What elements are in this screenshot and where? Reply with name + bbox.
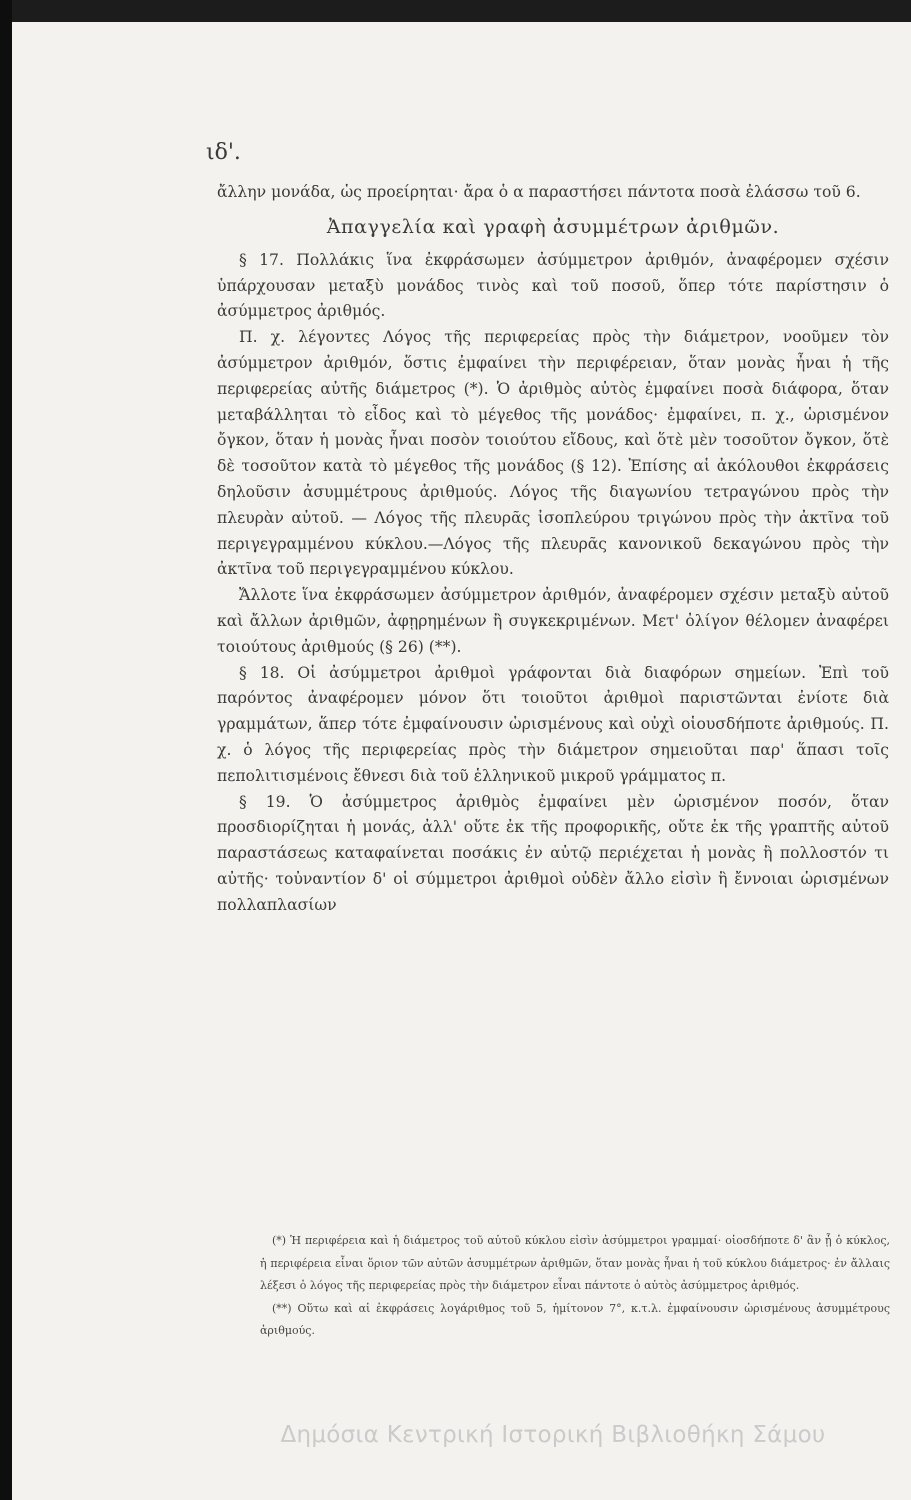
book-page	[12, 22, 911, 1500]
paragraph-18: § 18. Οἱ ἀσύμμετροι ἀριθμοὶ γράφονται διὰ διαφόρων σημείων. Ἐπὶ τοῦ παρόντος ἀναφέρομεν μόνον ὅτι τοιοῦτοι ἀριθμοὶ παριστῶνται ἐνίοτε διὰ γραμμάτων, ἅπερ τότε ἐμφαίνουσιν ὡρισμένους καὶ οὐχὶ οἱουσδήποτε ἀριθμούς. Π. χ. ὁ λόγος τῆς περιφερείας πρὸς τὴν διάμετρον σημειοῦται παρ' ἅπασι τοῖς πεπολιτισμένοις ἔθνεσι διὰ τοῦ ἑλληνικοῦ μικροῦ γράμματος π.	[217, 663, 889, 785]
footnote-1: (*) Ἡ περιφέρεια καὶ ἡ διάμετρος τοῦ αὐτοῦ κύκλου εἰσὶν ἀσύμμετροι γραμμαί· οἱοσδήποτε δ' ἂν ᾖ ὁ κύκλος, ἡ περιφέρεια εἶναι ὅριον τῶν αὐτῶν ἀσυμμέτρων ἀριθμῶν, ὅταν μονὰς ἦναι ἡ τοῦ κύκλου διάμετρος· ἐν ἄλλαις λέξεσι ὁ λόγος τῆς περιφερείας πρὸς τὴν διάμετρον εἶναι πάντοτε ὁ αὐτὸς ἀσύμμετρος ἀριθμός.	[260, 1234, 890, 1292]
section-heading: Ἀπαγγελία καὶ γραφὴ ἀσυμμέτρων ἀριθμῶν.	[326, 215, 780, 238]
footnotes	[260, 1230, 890, 1343]
paragraph-example: Π. χ. λέγοντες Λόγος τῆς περιφερείας πρὸς τὴν διάμετρον, νοοῦμεν τὸν ἀσύμμετρον ἀριθμόν, ὅστις ἐμφαίνει τὴν περιφέρειαν, ὅταν μονὰς ἦναι ἡ τῆς περιφερείας αὐτῆς διάμετρος (*). Ὁ ἀριθμὸς αὐτὸς ἐμφαίνει ποσὰ διάφορα, ὅταν μεταβάλληται τὸ εἶδος καὶ τὸ μέγεθος τῆς μονάδος· ἐμφαίνει, π. χ., ὡρισμένον ὄγκον, ὅταν ἡ μονὰς ἦναι ποσὸν τοιούτου εἴδους, καὶ ὅτὲ μὲν τοσοῦτον ὄγκον, ὅτὲ δὲ τοσοῦτον κατὰ τὸ μέγεθος τῆς μονάδος (§ 12). Ἐπίσης αἱ ἀκόλουθοι ἐκφράσεις δηλοῦσιν ἀσυμμέτρους ἀριθμούς. Λόγος τῆς διαγωνίου τετραγώνου πρὸς τὴν πλευρὰν αὐτοῦ. — Λόγος τῆς πλευρᾶς ἰσοπλεύρου τριγώνου πρὸς τὴν ἀκτῖνα τοῦ περιγεγραμμένου κύκλου.—Λόγος τῆς πλευρᾶς κανονικοῦ δεκαγώνου πρὸς τὴν ἀκτῖνα τοῦ περιγεγραμμένου κύκλου.	[217, 328, 889, 579]
library-watermark: Δημόσια Κεντρική Ιστορική Βιβλιοθήκη Σάμου	[280, 1422, 826, 1448]
paragraph-19: § 19. Ὁ ἀσύμμετρος ἀριθμὸς ἐμφαίνει μὲν ὡρισμένον ποσόν, ὅταν προσδιορίζηται ἡ μονάς, ἀλλ' οὔτε ἐκ τῆς προφορικῆς, οὔτε ἐκ τῆς γραπτῆς αὐτοῦ παραστάσεως καταφαίνεται ποσάκις ἐν αὐτῷ περιέχεται ἡ μονὰς ἢ πολλοστόν τι αὐτῆς· τοὐναντίον δ' οἱ σύμμετροι ἀριθμοὶ οὐδὲν ἄλλο εἰσὶν ἢ ἔννοιαι ὡρισμένων πολλαπλασίων	[217, 792, 889, 914]
paragraph-17: § 17. Πολλάκις ἵνα ἐκφράσωμεν ἀσύμμετρον ἀριθμόν, ἀναφέρομεν σχέσιν ὑπάρχουσαν μεταξὺ μονάδος τινὸς καὶ τοῦ ποσοῦ, ὅπερ τότε παρίστησιν ὁ ἀσύμμετρος ἀριθμός.	[217, 250, 889, 321]
paragraph-other: Ἄλλοτε ἵνα ἐκφράσωμεν ἀσύμμετρον ἀριθμόν, ἀναφέρομεν σχέσιν μεταξὺ αὐτοῦ καὶ ἄλλων ἀριθμῶν, ἀφῃρημένων ἢ συγκεκριμένων. Μετ' ὀλίγον θέλομεν ἀναφέρει τοιούτους ἀριθμούς (§ 26) (**).	[217, 586, 889, 656]
scan-border	[0, 0, 12, 1500]
main-text	[217, 180, 889, 919]
footnote-2: (**) Οὕτω καὶ αἱ ἐκφράσεις λογάριθμος τοῦ 5, ἡμίτονον 7°, κ.τ.λ. ἐμφαίνουσιν ὡρισμένους ἀσυμμέτρους ἀριθμούς.	[260, 1301, 890, 1337]
page-number: ιδ'.	[206, 140, 241, 165]
opening-paragraph: ἄλλην μονάδα, ὡς προείρηται· ἄρα ὁ α παραστήσει πάντοτα ποσὰ ἐλάσσω τοῦ 6.	[217, 183, 861, 201]
